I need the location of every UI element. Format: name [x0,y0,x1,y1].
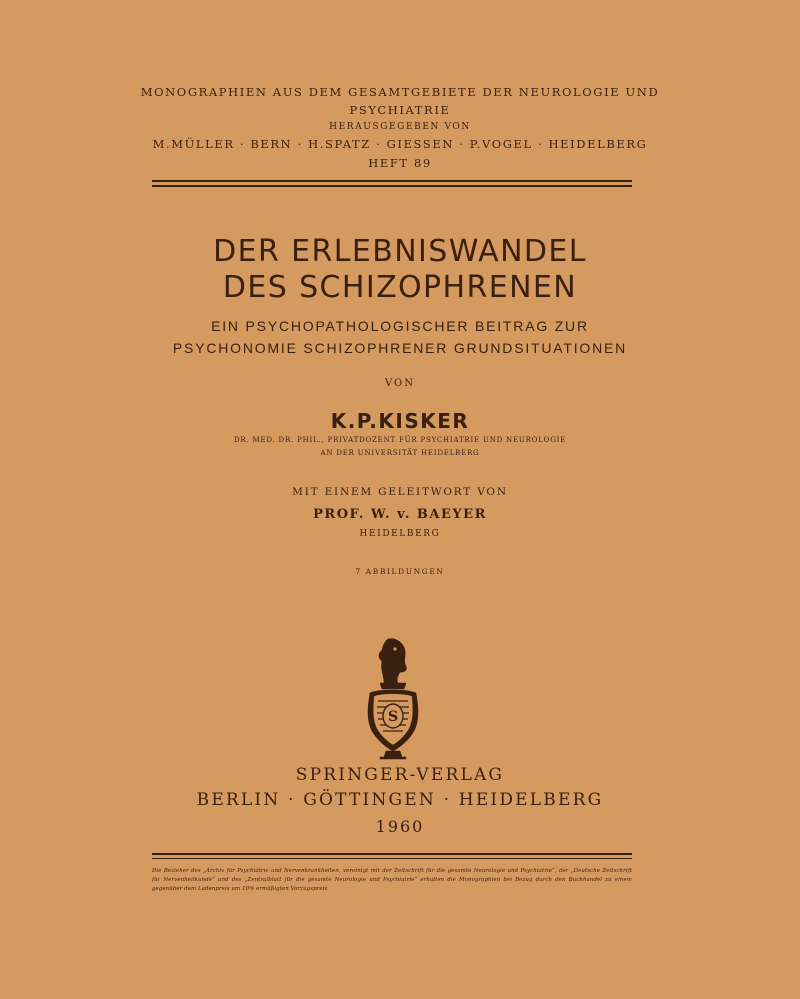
publisher-name: SPRINGER-VERLAG [295,765,505,785]
book-title-line1: DER ERLEBNISWANDEL [213,234,587,269]
by-label: VON [385,378,415,389]
author-credentials-line1: DR. MED. DR. PHIL., PRIVATDOZENT FÜR PSYCHIATRIE UND NEUROLOGIE [233,436,567,444]
author-name: K.P.KISKER [330,409,470,433]
book-title-line2: DES SCHIZOPHRENEN [222,270,578,305]
illustrations-count: 7 ABBILDUNGEN [355,567,445,576]
publisher-cities: BERLIN · GÖTTINGEN · HEIDELBERG [196,790,604,810]
top-double-rule-upper [152,180,632,182]
series-editors: M.MÜLLER · BERN · H.SPATZ · GIESSEN · P.VOGEL · HEIDELBERG [152,137,648,151]
foreword-city: HEIDELBERG [359,529,441,539]
foreword-author: PROF. W. v. BAEYER [313,507,487,522]
subtitle-line2: PSYCHONOMIE SCHIZOPHRENER GRUNDSITUATIONEN [172,340,628,356]
foreword-intro: MIT EINEM GELEITWORT VON [292,486,508,498]
bottom-double-rule-lower [152,858,632,859]
author-credentials-line2: AN DER UNIVERSITÄT HEIDELBERG [320,449,480,457]
series-title-line2: PSYCHIATRIE [349,103,451,117]
svg-text:S: S [387,709,399,725]
subscriber-note: Die Bezieher des „Archiv für Psychiatrie und Nervenkrankheiten, vereinigt mit der Zeitschrift für die gesamte Neurologie und Psychiatrie“, der „Deutsche Zeitschrift für Nervenheilkunde“ und des „Zentralblatt für die gesamte Neurologie und Psychiatrie“ erhalten die Monographien bei Bezug durch den Buchhandel zu einem gegenüber dem Ladenpreis um 10% ermäßigten Vorzugspreis [152,868,632,892]
series-editors-intro: HERAUSGEGEBEN VON [329,122,471,132]
publication-year: 1960 [375,817,425,836]
series-title-line1: MONOGRAPHIEN AUS DEM GESAMTGEBIETE DER NEUROLOGIE UND [140,85,660,99]
springer-knight-logo-icon [358,635,428,760]
series-issue: HEFT 89 [368,156,432,170]
subtitle-line1: EIN PSYCHOPATHOLOGISCHER BEITRAG ZUR [211,318,589,334]
bottom-double-rule-upper [152,853,632,855]
top-double-rule-lower [152,185,632,187]
